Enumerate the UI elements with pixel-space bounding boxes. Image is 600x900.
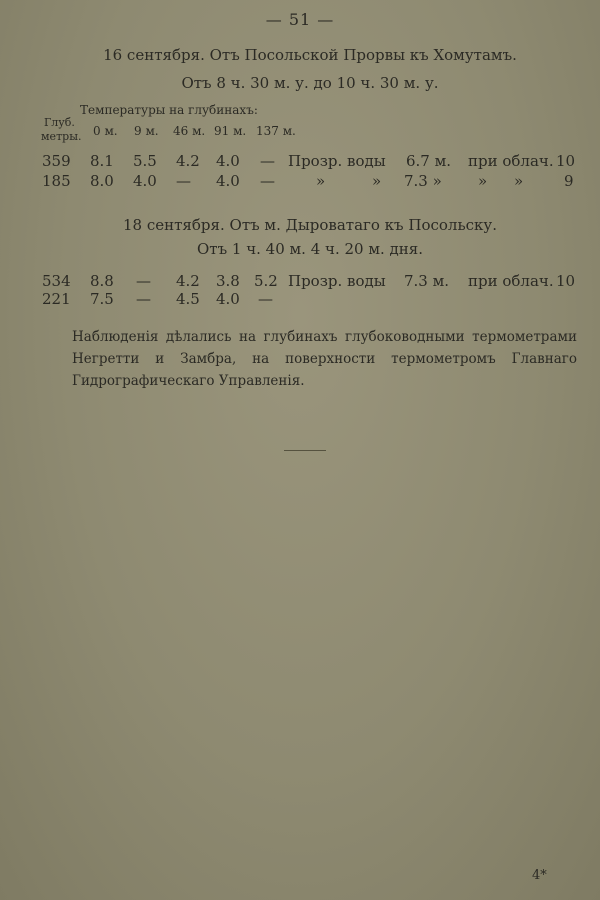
table-cell-depth: 221 <box>42 290 71 308</box>
cloud-label: при облач. <box>468 272 554 290</box>
table-cell-t0: 7.5 <box>90 290 114 308</box>
observation-paragraph: Наблюденія дѣлались на глубинахъ глубоководными термометрами Негретти и Замбра, на поверхности термометромъ Главнаго Гидрографическаго Управленія. <box>72 329 577 389</box>
table-cell-depth: 534 <box>42 272 71 290</box>
cloud-value: 9 <box>564 172 574 190</box>
depth-header-46: 46 м. <box>173 124 206 138</box>
section1-title: 16 сентября. Отъ Посольской Прорвы къ Хомутамъ. <box>103 46 517 64</box>
table-cell-t0: 8.0 <box>90 172 114 190</box>
ditto-mark: » <box>372 172 382 190</box>
table-cell-t137: 5.2 <box>254 272 278 290</box>
cloud-value: 10 <box>556 152 576 170</box>
table-cell-t46: — <box>176 172 191 190</box>
table-cell-depth: 359 <box>42 152 71 170</box>
table-cell-t91: 4.0 <box>216 152 240 170</box>
cloud-value: 10 <box>556 272 576 290</box>
depth-label-line1: Глуб. <box>44 116 75 129</box>
signature-mark: 4* <box>532 868 547 883</box>
table-cell-t137: — <box>258 290 273 308</box>
table-cell-t91: 4.0 <box>216 172 240 190</box>
table-cell-t0: 8.8 <box>90 272 114 290</box>
transparency-label: Прозр. воды <box>288 152 386 170</box>
table-cell-t9: — <box>136 290 151 308</box>
depth-header-0: 0 м. <box>93 124 118 138</box>
section2-title: 18 сентября. Отъ м. Дыроватаго къ Посольску. <box>123 216 497 234</box>
transparency-value: 7.3 » <box>404 172 442 190</box>
table-cell-t0: 8.1 <box>90 152 114 170</box>
divider <box>284 450 326 451</box>
ditto-mark: » <box>514 172 524 190</box>
section2-time: Отъ 1 ч. 40 м. 4 ч. 20 м. дня. <box>196 240 424 258</box>
transparency-label: Прозр. воды <box>288 272 386 290</box>
table-cell-t137: — <box>260 152 275 170</box>
depth-header-91: 91 м. <box>214 124 247 138</box>
transparency-value: 6.7 м. <box>406 152 452 170</box>
cloud-label: при облач. <box>468 152 554 170</box>
depth-header-9: 9 м. <box>134 124 159 138</box>
table-cell-t46: 4.2 <box>176 152 200 170</box>
table-cell-t9: 4.0 <box>133 172 157 190</box>
transparency-value: 7.3 м. <box>404 272 450 290</box>
table-cell-depth: 185 <box>42 172 71 190</box>
table-cell-t9: — <box>136 272 151 290</box>
ditto-mark: » <box>316 172 326 190</box>
table-cell-t91: 4.0 <box>216 290 240 308</box>
ditto-mark: » <box>478 172 488 190</box>
page-number: — 51 — <box>265 10 335 29</box>
table-cell-t9: 5.5 <box>133 152 157 170</box>
table-caption: Температуры на глубинахъ: <box>80 103 258 117</box>
table-cell-t137: — <box>260 172 275 190</box>
table-cell-t91: 3.8 <box>216 272 240 290</box>
table-cell-t46: 4.5 <box>176 290 200 308</box>
depth-header-137: 137 м. <box>256 124 296 138</box>
section1-time: Отъ 8 ч. 30 м. у. до 10 ч. 30 м. у. <box>181 74 439 92</box>
depth-label-line2: метры. <box>41 130 82 143</box>
table-cell-t46: 4.2 <box>176 272 200 290</box>
